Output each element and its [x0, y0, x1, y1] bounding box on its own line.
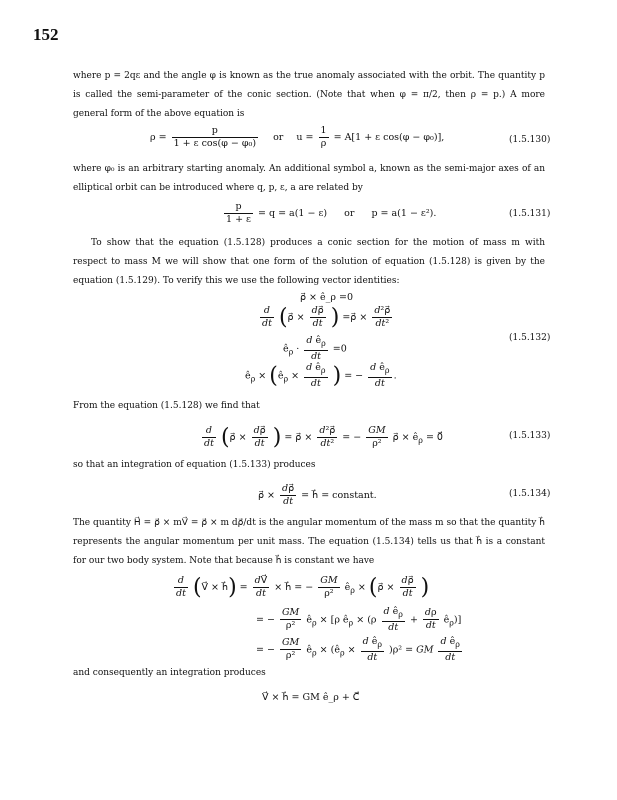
equation-number-131: (1.5.131): [509, 209, 551, 219]
paragraph-7: and consequently an integration produces: [73, 668, 266, 678]
eq131-fraction: [224, 201, 253, 226]
final-equation: [262, 692, 359, 703]
eq130-fraction: [172, 125, 258, 150]
eq131-or: or: [344, 208, 355, 219]
eq132-line-4: $ê_\rho$ × ($ê_\rho$ × $\frac{d ê_\rho}{dt}$ ) = − $\frac{d ê_\rho}{dt}$ .: [245, 362, 397, 389]
eq130-u-fraction: [319, 125, 329, 150]
paragraph-6: The quantity H⃗ = ρ⃗ × mV⃗ = ρ⃗ × m dρ⃗/dt is the angular momentum of the mass m so that the quantity h⃗ represents the angular momentum per unit mass. The equation (1.5.134) tells us that h⃗ is a constant for our two body system. Note that because h⃗ is constant we have: [73, 518, 545, 566]
eq130-u: u =: [296, 132, 314, 143]
equation-1-5-134: ρ⃗ × $\frac{d\rho⃗}{dt}$ = h⃗ = constant.: [258, 483, 377, 507]
paragraph-1: where p = 2qε and the angle φ is known as the true anomaly associated with the orbit. The quantity p is called the semi-parameter of the conic section. (Note that when φ = π/2, then ρ = p.) A more general form of the above equation is: [73, 71, 545, 119]
equation-1-5-130: [150, 125, 444, 150]
eq130-denominator: 1 + ε cos(φ − φ₀): [173, 138, 257, 149]
eq131-right: p = a(1 − ε²).: [371, 208, 437, 219]
equation-number-132: (1.5.132): [509, 333, 551, 343]
eq130-u-numerator: 1: [320, 125, 327, 136]
paragraph-3: To show that the equation (1.5.128) produces a conic section for the motion of mass m with respect to mass M we will show that one form of the solution of equation (1.5.128) is given by the equation (1.5.129). To verify this we use the following vector identities:: [73, 238, 545, 286]
eq132-d-dt: $\frac{d}{dt}$: [262, 305, 272, 329]
page-number: 152: [33, 25, 59, 44]
eq132-drho-dt: $\frac{d\rho⃗}{dt}$: [311, 305, 324, 329]
final-equation-text: V⃗ × h⃗ = GM ê_ρ + C⃗: [262, 692, 360, 703]
eq130-numerator: p: [172, 125, 258, 138]
equation-number-134: (1.5.134): [509, 489, 551, 499]
eq130-or: or: [273, 132, 284, 143]
eq132-d2rho-dt2: $\frac{\text{d²ρ⃗}}{\text{dt²}}$: [374, 305, 391, 329]
derivation-line-3: = − $\frac{GM}{\text{ρ²}}$ $ê_\rho$ × ($ê_\rho$ × $\frac{d ê_\rho}{dt}$ )ρ² = GM $\frac{d ê_\rho}{dt}$: [256, 636, 460, 663]
eq131-denominator: 1 + ε: [226, 214, 251, 225]
equation-number-133: (1.5.133): [509, 431, 551, 441]
eq131-middle: = q = a(1 − ε): [258, 208, 328, 219]
derivation-line-2: = − $\frac{GM}{\text{ρ²}}$ $ê_\rho \times [\rho$ $ê_\rho \times (\rho$ $\frac{d ê_\rho}{dt}$ + $\frac{d\rho}{dt}$ $ê_\rho$)]: [256, 606, 462, 633]
eq131-numerator: p: [224, 201, 253, 214]
derivation-line-1: $\frac{d}{dt}$ (V⃗ × h⃗) = $\frac{dV⃗}{dt}$ × h⃗ = − $\frac{GM}{\text{ρ²}}$ $ê_\rho$ × (ρ⃗ × $\frac{d\rho⃗}{dt}$ ): [176, 575, 430, 600]
eq132-line-1: ρ⃗ × ê_ρ =0: [300, 292, 354, 303]
equation-1-5-131: [222, 201, 436, 226]
equation-1-5-133: $\frac{d}{dt}$ (ρ⃗ × $\frac{d\rho⃗}{dt}$ ) = ρ⃗ × $\frac{\text{d²ρ⃗}}{\text{dt²}}$ = − $\frac{GM}{\text{ρ²}}$ ρ⃗ × $ê_\rho$ = 0⃗: [204, 425, 443, 450]
eq132-line-3: $ê_\rho$ · $\frac{d ê_\rho}{dt}$ =0: [283, 335, 347, 362]
eq130-tail: = A[1 + ε cos(φ − φ₀)],: [333, 132, 445, 143]
paragraph-5: so that an integration of equation (1.5.133) produces: [73, 460, 316, 470]
paragraph-4: From the equation (1.5.128) we find that: [73, 401, 260, 411]
eq130-u-denominator: ρ: [320, 138, 327, 149]
eq130-lhs: ρ =: [150, 132, 167, 143]
eq132-line-2: $\frac{d}{dt}$ (ρ⃗ × $\frac{d\rho⃗}{dt}$ ) =ρ⃗ × $\frac{\text{d²ρ⃗}}{\text{dt²}}$: [262, 305, 391, 330]
paragraph-2: where φ₀ is an arbitrary starting anomaly. An additional symbol a, known as the semi-major axes of an elliptical orbit can be introduced where q, p, ε, a are related by: [73, 164, 545, 193]
equation-number-130: (1.5.130): [509, 135, 551, 145]
